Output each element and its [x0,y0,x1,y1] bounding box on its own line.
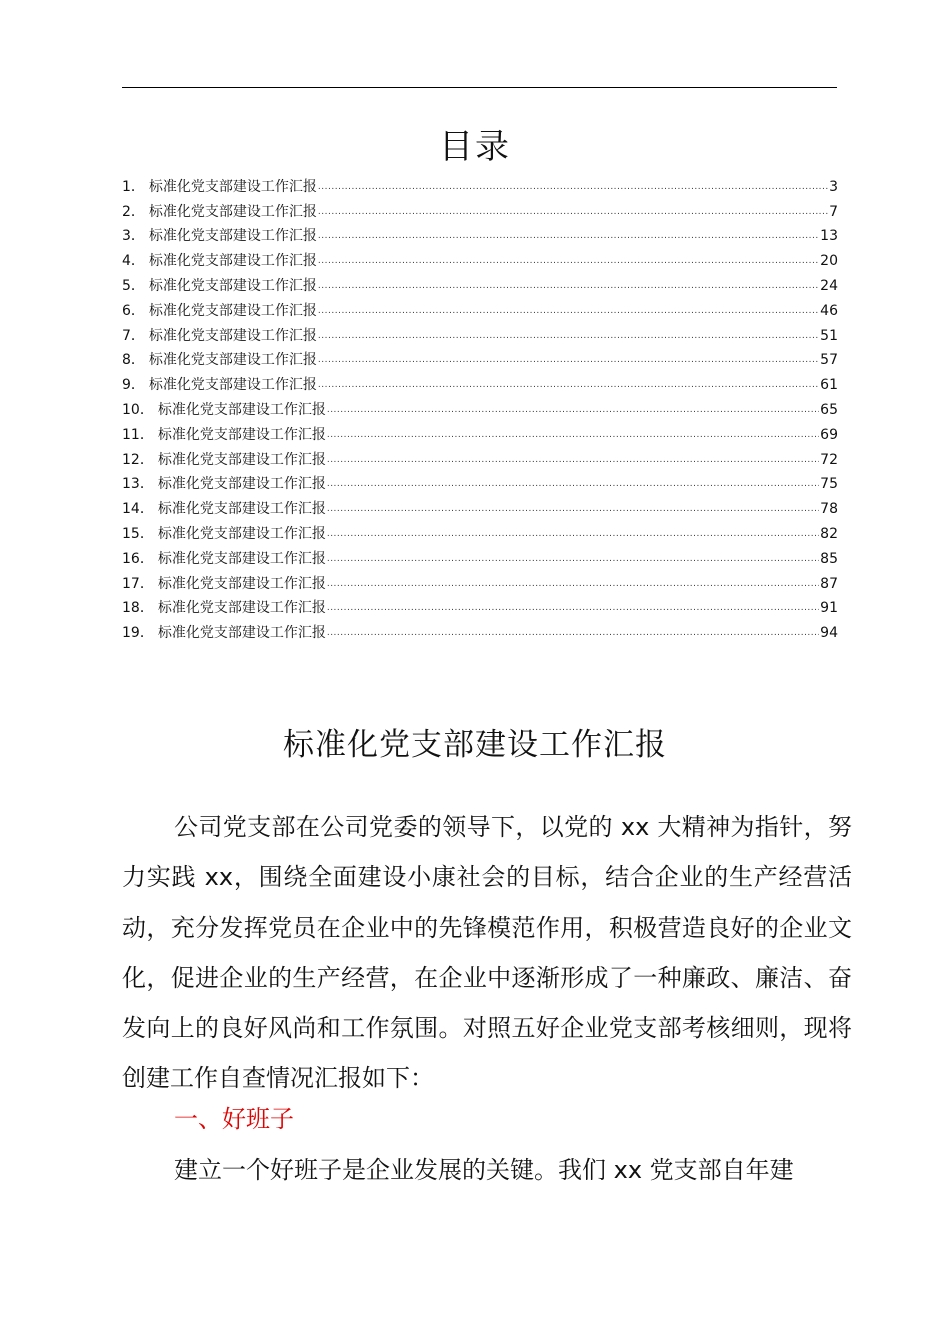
section-paragraph: 建立一个好班子是企业发展的关键。我们 xx 党支部自年建 [174,1156,794,1184]
toc-entry-page: 75 [820,476,838,493]
toc-entry-page: 91 [820,600,838,617]
toc-entry-page: 7 [829,203,838,220]
toc-entry[interactable] [122,620,838,645]
toc-entry-title: 标准化党支部建设工作汇报 [157,476,326,493]
toc-leader-dots [318,222,819,248]
toc-entry-number: 17． [122,575,154,592]
toc-entry-page: 57 [820,352,838,369]
toc-entry-number: 15． [122,525,154,542]
toc-leader-dots [318,371,819,397]
toc-entry-page: 94 [820,625,838,642]
toc-leader-dots [318,346,819,372]
toc-leader-dots [318,173,828,199]
toc-leader-dots [327,495,819,521]
toc-leader-dots [318,272,819,298]
toc-entry-title: 标准化党支部建设工作汇报 [148,327,317,344]
toc-entry-title: 标准化党支部建设工作汇报 [157,401,326,418]
header-rule [122,87,837,88]
toc-leader-dots [327,570,819,596]
toc-entry-number: 5． [122,277,145,294]
toc-entry-title: 标准化党支部建设工作汇报 [157,550,326,567]
toc-leader-dots [327,421,819,447]
toc-entry[interactable] [122,174,838,199]
toc-entry-title: 标准化党支部建设工作汇报 [157,501,326,518]
toc-entry-page: 69 [820,426,838,443]
toc-leader-dots [327,396,819,422]
toc-entry-title: 标准化党支部建设工作汇报 [148,203,317,220]
toc-entry-number: 14． [122,501,154,518]
toc-leader-dots [327,520,819,546]
toc-entry-number: 12． [122,451,154,468]
toc-entry-title: 标准化党支部建设工作汇报 [157,451,326,468]
toc-entry[interactable] [122,447,838,472]
toc-entry[interactable] [122,323,838,348]
toc-entry-page: 46 [820,302,838,319]
intro-paragraph: 公司党支部在公司党委的领导下，以党的 xx 大精神为指针，努力实践 xx，围绕全面建设小康社会的目标，结合企业的生产经营活动，充分发挥党员在企业中的先锋模范作用，积极营造良好的企业文化，促进企业的生产经营，在企业中逐渐形成了一种廉政、廉洁、奋发向上的良好风尚和工作氛围。对照五好企业党支部考核细则，现将创建工作自查情况汇报如下： [122,813,852,1093]
toc-entry-page: 82 [820,525,838,542]
toc-entry[interactable] [122,372,838,397]
toc-entry-title: 标准化党支部建设工作汇报 [157,625,326,642]
toc-leader-dots [327,594,819,620]
toc-entry-page: 78 [820,501,838,518]
toc-entry-page: 87 [820,575,838,592]
toc-leader-dots [318,322,819,348]
toc-entry-page: 65 [820,401,838,418]
toc-entry-title: 标准化党支部建设工作汇报 [148,277,317,294]
toc-entry-title: 标准化党支部建设工作汇报 [148,178,317,195]
toc-leader-dots [327,446,819,472]
toc-entry[interactable] [122,248,838,273]
toc-entry-number: 7． [122,327,145,344]
toc-entry[interactable] [122,224,838,249]
toc-heading: 目录 [439,127,511,167]
toc-entry-title: 标准化党支部建设工作汇报 [157,426,326,443]
toc-leader-dots [327,545,819,571]
toc-entry-title: 标准化党支部建设工作汇报 [157,525,326,542]
toc-entry-page: 13 [820,228,838,245]
toc-entry-number: 4． [122,253,145,270]
toc-entry[interactable] [122,546,838,571]
toc-entry-title: 标准化党支部建设工作汇报 [148,302,317,319]
toc-entry-title: 标准化党支部建设工作汇报 [157,575,326,592]
toc-entry-number: 2． [122,203,145,220]
toc-leader-dots [327,470,819,496]
toc-entry-title: 标准化党支部建设工作汇报 [148,253,317,270]
toc-entry-number: 8． [122,352,145,369]
toc-entry[interactable] [122,397,838,422]
toc-entry-page: 72 [820,451,838,468]
toc-entry-number: 19． [122,625,154,642]
toc-entry-number: 3． [122,228,145,245]
toc-leader-dots [318,198,828,224]
toc-entry-number: 6． [122,302,145,319]
toc-entry-number: 1． [122,178,145,195]
toc-entry-title: 标准化党支部建设工作汇报 [157,600,326,617]
document-title: 标准化党支部建设工作汇报 [283,727,667,763]
toc-entry[interactable] [122,199,838,224]
toc-entry-page: 61 [820,377,838,394]
toc-entry-page: 20 [820,253,838,270]
toc-entry[interactable] [122,596,838,621]
toc-entry[interactable] [122,422,838,447]
toc-entry-number: 11． [122,426,154,443]
toc-entry-title: 标准化党支部建设工作汇报 [148,228,317,245]
toc-entry-page: 51 [820,327,838,344]
toc-entry[interactable] [122,496,838,521]
section-heading: 一、好班子 [174,1105,294,1133]
toc-entry[interactable] [122,521,838,546]
toc-entry[interactable] [122,472,838,497]
toc-entry-number: 9． [122,377,145,394]
toc-entry-number: 16． [122,550,154,567]
toc-entry-number: 13． [122,476,154,493]
toc-entry-page: 85 [820,550,838,567]
toc-entry-number: 10． [122,401,154,418]
toc-leader-dots [318,297,819,323]
toc-entry[interactable] [122,273,838,298]
toc-entry[interactable] [122,571,838,596]
toc-entry-number: 18． [122,600,154,617]
toc-entry-page: 3 [829,178,838,195]
toc-entry-page: 24 [820,277,838,294]
toc-entry[interactable] [122,348,838,373]
toc-entry-title: 标准化党支部建设工作汇报 [148,377,317,394]
toc-entry-title: 标准化党支部建设工作汇报 [148,352,317,369]
toc-entry[interactable] [122,298,838,323]
toc-leader-dots [318,247,819,273]
toc-leader-dots [327,619,819,645]
table-of-contents [122,174,838,645]
